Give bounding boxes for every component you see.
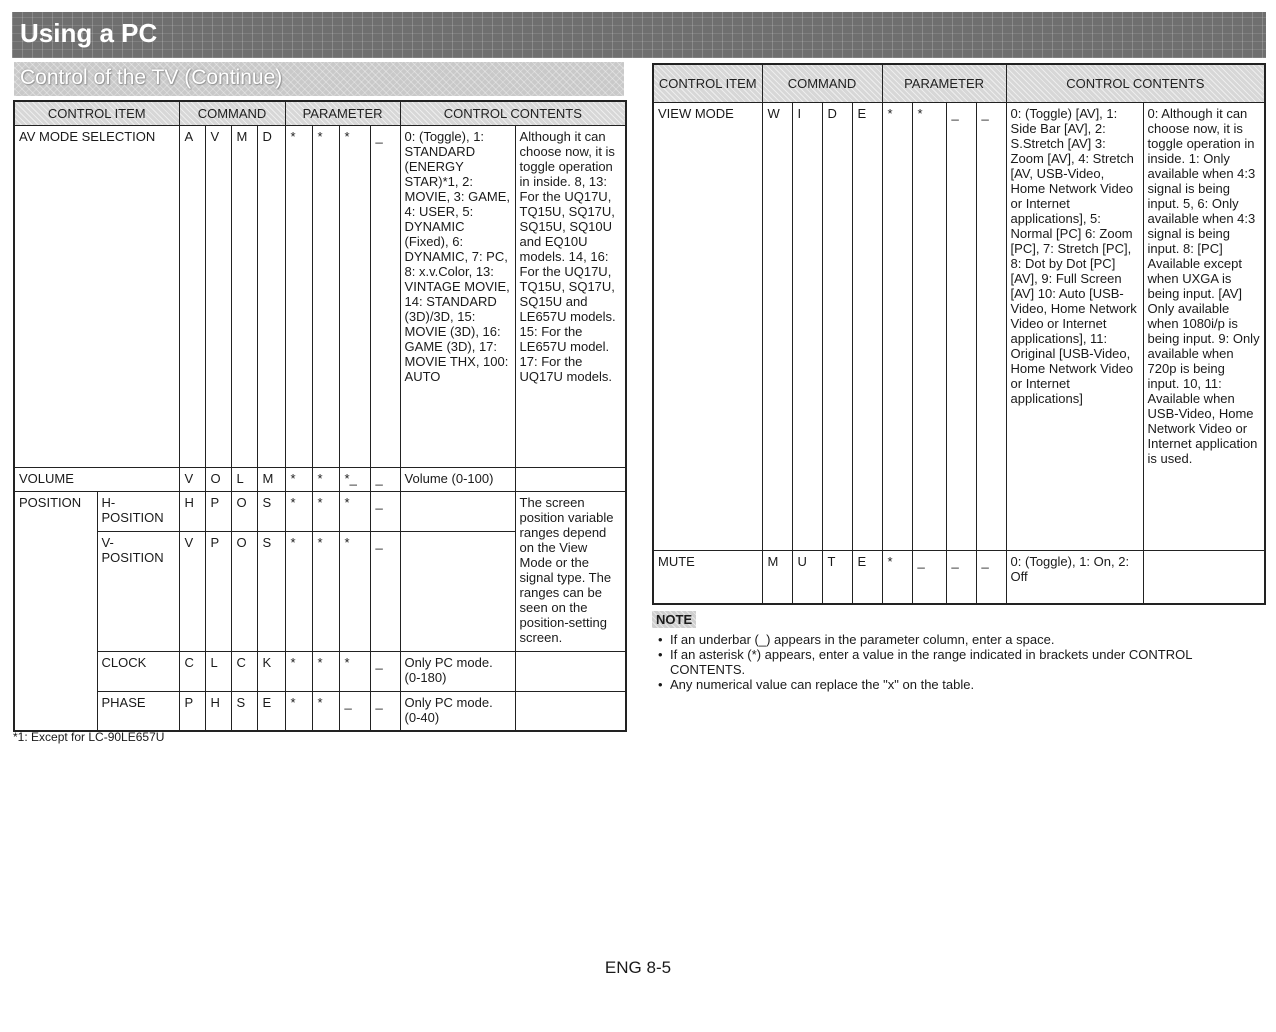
contents-notes bbox=[515, 691, 626, 731]
header-parameter: PARAMETER bbox=[882, 64, 1006, 102]
parameter-char: _ bbox=[370, 125, 400, 467]
subsection-banner bbox=[14, 62, 624, 96]
note-list bbox=[658, 632, 1258, 692]
parameter-char: _ bbox=[370, 491, 400, 531]
subsection-title: Control of the TV (Continue) bbox=[20, 66, 283, 89]
command-char: S bbox=[257, 531, 285, 651]
command-char: L bbox=[205, 651, 231, 691]
command-char: H bbox=[179, 491, 205, 531]
header-command: COMMAND bbox=[179, 101, 285, 125]
position-group-cell: POSITION bbox=[14, 491, 97, 731]
parameter-char: * bbox=[312, 651, 339, 691]
parameter-values: Only PC mode. (0-180) bbox=[400, 651, 515, 691]
control-item-cell: CLOCK bbox=[97, 651, 179, 691]
section-title: Using a PC bbox=[20, 18, 158, 48]
table-row bbox=[653, 102, 1265, 550]
control-item-cell: MUTE bbox=[653, 550, 762, 604]
command-char: C bbox=[231, 651, 257, 691]
command-char: P bbox=[179, 691, 205, 731]
command-char: K bbox=[257, 651, 285, 691]
parameter-values: Only PC mode. (0-40) bbox=[400, 691, 515, 731]
command-char: I bbox=[792, 102, 822, 550]
table-row bbox=[14, 691, 626, 731]
parameter-char: _ bbox=[339, 691, 370, 731]
note-label: NOTE bbox=[652, 611, 696, 628]
command-char: M bbox=[257, 467, 285, 491]
parameter-values bbox=[400, 491, 515, 531]
parameter-char: _ bbox=[946, 102, 976, 550]
parameter-char: _ bbox=[912, 550, 946, 604]
parameter-values bbox=[400, 531, 515, 651]
left-control-table bbox=[13, 100, 627, 732]
contents-notes: Although it can choose now, it is toggle operation in inside. 8, 13: For the UQ17U, TQ15U, SQ17U, SQ15U, SQ10U and EQ10U models. 14, 16: For the UQ17U, TQ15U, SQ17U, SQ15U and LE657U models. 15: For the LE657U model. 17: For the UQ17U models. bbox=[515, 125, 626, 467]
command-char: U bbox=[792, 550, 822, 604]
parameter-char: * bbox=[312, 691, 339, 731]
parameter-values: 0: (Toggle), 1: On, 2: Off bbox=[1006, 550, 1143, 604]
footnote: *1: Except for LC-90LE657U bbox=[13, 730, 165, 744]
command-char: S bbox=[257, 491, 285, 531]
table-row bbox=[14, 125, 626, 467]
control-item-cell: AV MODE SELECTION bbox=[14, 125, 179, 467]
header-command: COMMAND bbox=[762, 64, 882, 102]
parameter-char: * bbox=[339, 651, 370, 691]
command-char: P bbox=[205, 491, 231, 531]
note-item: • Any numerical value can replace the "x" on the table. bbox=[658, 677, 1258, 692]
table-row bbox=[653, 550, 1265, 604]
parameter-char: * bbox=[339, 125, 370, 467]
command-char: M bbox=[762, 550, 792, 604]
command-char: E bbox=[257, 691, 285, 731]
header-control-contents: CONTROL CONTENTS bbox=[1006, 64, 1265, 102]
contents-notes: The screen position variable ranges depend on the View Mode or the signal type. The ranges can be seen on the position-setting screen. bbox=[515, 491, 626, 651]
header-control-contents: CONTROL CONTENTS bbox=[400, 101, 626, 125]
parameter-char: * bbox=[285, 691, 312, 731]
parameter-char: _ bbox=[370, 531, 400, 651]
command-char: V bbox=[205, 125, 231, 467]
parameter-char: * bbox=[285, 531, 312, 651]
contents-notes bbox=[515, 651, 626, 691]
command-char: V bbox=[179, 467, 205, 491]
parameter-char: * bbox=[312, 125, 339, 467]
command-char: T bbox=[822, 550, 852, 604]
parameter-char: * bbox=[285, 491, 312, 531]
command-char: C bbox=[179, 651, 205, 691]
parameter-char: * bbox=[285, 651, 312, 691]
parameter-char: * bbox=[912, 102, 946, 550]
parameter-char: * bbox=[312, 491, 339, 531]
contents-notes: 0: Although it can choose now, it is toggle operation in inside. 1: Only available when 4:3 signal is being input. 5, 6: Only available when 4:3 signal is being input. 8: [PC] Available except when UXGA is being input. [AV] Only available when 1080i/p is being input. 9: Only available when 720p is being input. 10, 11: Available when USB-Video, Home Network Video or Internet application is used. bbox=[1143, 102, 1265, 550]
parameter-char: *_ bbox=[339, 467, 370, 491]
table-row bbox=[14, 651, 626, 691]
command-char: W bbox=[762, 102, 792, 550]
note-item: • If an asterisk (*) appears, enter a value in the range indicated in brackets under CONTROL CONTENTS. bbox=[658, 647, 1258, 677]
command-char: D bbox=[257, 125, 285, 467]
page-number: ENG 8-5 bbox=[604, 958, 672, 977]
parameter-char: * bbox=[882, 550, 912, 604]
command-char: A bbox=[179, 125, 205, 467]
parameter-char: _ bbox=[370, 467, 400, 491]
header-control-item: CONTROL ITEM bbox=[14, 101, 179, 125]
parameter-char: * bbox=[339, 531, 370, 651]
parameter-char: _ bbox=[370, 651, 400, 691]
command-char: S bbox=[231, 691, 257, 731]
section-banner bbox=[12, 12, 1266, 58]
command-char: P bbox=[205, 531, 231, 651]
command-char: O bbox=[231, 531, 257, 651]
parameter-char: * bbox=[339, 491, 370, 531]
command-char: E bbox=[852, 102, 882, 550]
command-char: E bbox=[852, 550, 882, 604]
header-control-item: CONTROL ITEM bbox=[653, 64, 762, 102]
parameter-values: 0: (Toggle), 1: STANDARD (ENERGY STAR)*1, 2: MOVIE, 3: GAME, 4: USER, 5: DYNAMIC (Fixed), 6: DYNAMIC, 7: PC, 8: x.v.Color, 13: VINTAGE MOVIE, 14: STANDARD (3D)/3D, 15: MOVIE (3D), 16: GAME (3D), 17: MOVIE THX, 100: AUTO bbox=[400, 125, 515, 467]
parameter-char: _ bbox=[946, 550, 976, 604]
control-item-cell: VIEW MODE bbox=[653, 102, 762, 550]
command-char: M bbox=[231, 125, 257, 467]
note-item: • If an underbar (_) appears in the parameter column, enter a space. bbox=[658, 632, 1258, 647]
control-item-cell: H-POSITION bbox=[97, 491, 179, 531]
header-parameter: PARAMETER bbox=[285, 101, 400, 125]
command-char: O bbox=[205, 467, 231, 491]
table-row bbox=[14, 491, 626, 531]
control-item-cell: VOLUME bbox=[14, 467, 179, 491]
command-char: D bbox=[822, 102, 852, 550]
parameter-values: 0: (Toggle) [AV], 1: Side Bar [AV], 2: S.Stretch [AV] 3: Zoom [AV], 4: Stretch [AV, USB-Video, Home Network Video or Internet applications], 5: Normal [PC] 6: Zoom [PC], 7: Stretch [PC], 8: Dot by Dot [PC] [AV], 9: Full Screen [AV] 10: Auto [USB-Video, Home Network Video or Internet applications], 11: Original [USB-Video, Home Network Video or Internet applications] bbox=[1006, 102, 1143, 550]
contents-notes bbox=[515, 467, 626, 491]
parameter-char: * bbox=[312, 531, 339, 651]
parameter-char: _ bbox=[370, 691, 400, 731]
command-char: V bbox=[179, 531, 205, 651]
parameter-char: * bbox=[285, 125, 312, 467]
command-char: O bbox=[231, 491, 257, 531]
parameter-char: * bbox=[882, 102, 912, 550]
parameter-char: * bbox=[312, 467, 339, 491]
command-char: L bbox=[231, 467, 257, 491]
parameter-char: _ bbox=[976, 102, 1006, 550]
parameter-char: * bbox=[285, 467, 312, 491]
control-item-cell: V-POSITION bbox=[97, 531, 179, 651]
command-char: H bbox=[205, 691, 231, 731]
right-control-table bbox=[652, 63, 1266, 605]
contents-notes bbox=[1143, 550, 1265, 604]
parameter-char: _ bbox=[976, 550, 1006, 604]
control-item-cell: PHASE bbox=[97, 691, 179, 731]
parameter-values: Volume (0-100) bbox=[400, 467, 515, 491]
table-row bbox=[14, 467, 626, 491]
